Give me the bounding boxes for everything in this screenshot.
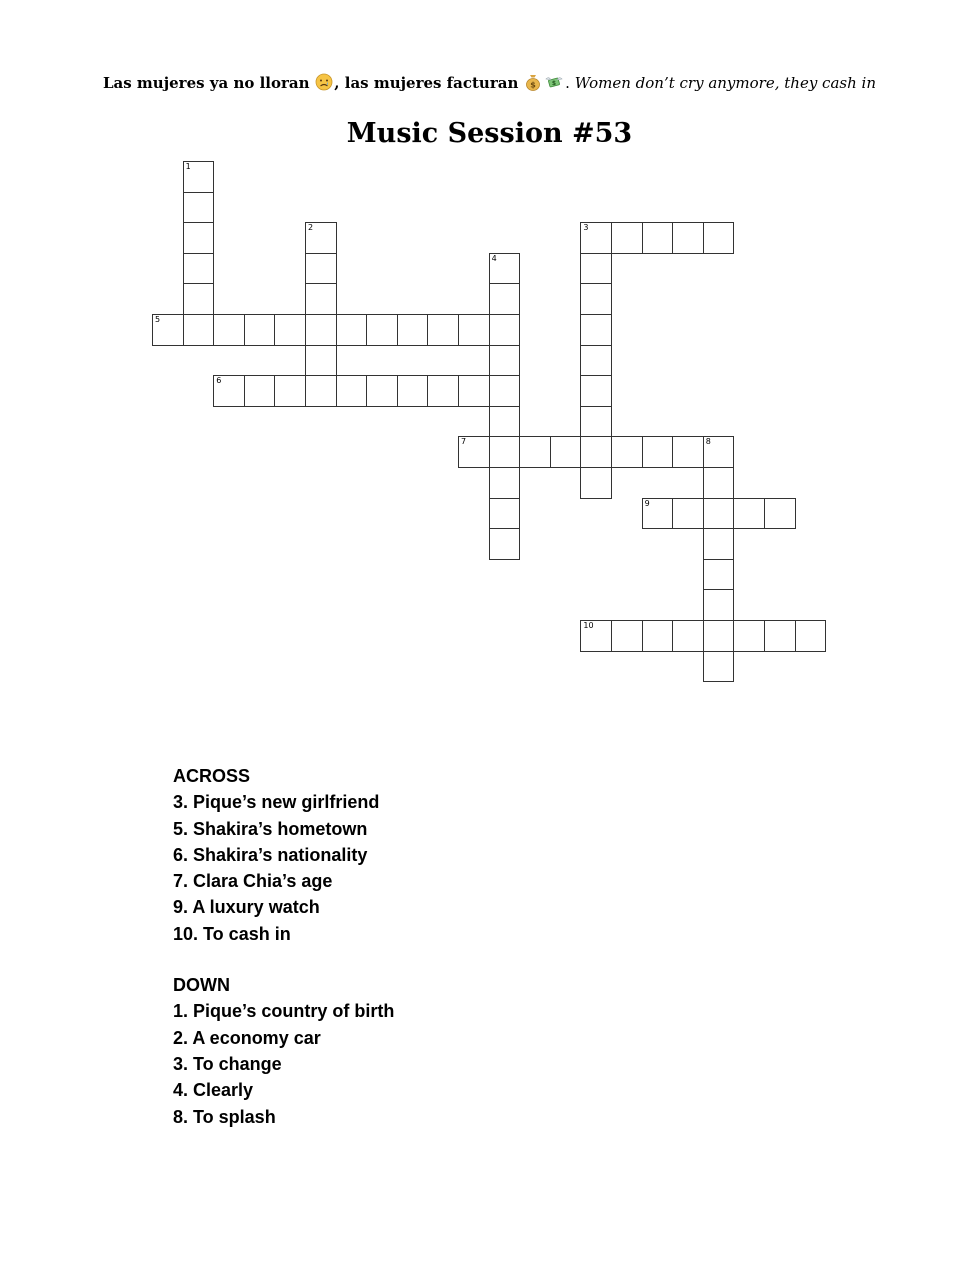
crossword-cell[interactable] — [183, 314, 215, 346]
crossword-cell[interactable] — [305, 314, 337, 346]
clue-item: 4. Clearly — [173, 1080, 254, 1101]
clue-item: 10. To cash in — [173, 923, 291, 944]
crossword-cell[interactable] — [183, 222, 215, 254]
crossword-cell[interactable] — [580, 620, 612, 652]
money-bag-icon — [524, 73, 542, 98]
crossword-cell[interactable] — [183, 253, 215, 285]
crossword-cell[interactable] — [703, 589, 735, 621]
crossword-cell[interactable] — [580, 436, 612, 468]
crossword-cell[interactable] — [611, 436, 643, 468]
money-with-wings-icon — [544, 73, 564, 98]
clue-number: 9 — [644, 498, 650, 508]
crossword-cell[interactable] — [427, 314, 459, 346]
clue-number: 8 — [705, 437, 711, 447]
header-separator: . — [565, 74, 570, 92]
crossword-cell[interactable] — [642, 436, 674, 468]
crossword-cell[interactable] — [213, 375, 245, 407]
crossword-cell[interactable] — [580, 222, 612, 254]
crossword-cell[interactable] — [336, 375, 368, 407]
clue-item: 6. Shakira’s nationality — [173, 844, 368, 865]
crossword-cell[interactable] — [489, 283, 521, 315]
crossword-cell[interactable] — [489, 498, 521, 530]
crossword-cell[interactable] — [703, 498, 735, 530]
crossword-cell[interactable] — [489, 314, 521, 346]
crossword-cell[interactable] — [519, 436, 551, 468]
crossword-grid — [152, 161, 827, 681]
header-spanish-part1: Las mujeres ya no lloran — [103, 74, 310, 92]
crossword-cell[interactable] — [305, 375, 337, 407]
crossword-cell[interactable] — [366, 375, 398, 407]
down-heading: DOWN — [173, 975, 230, 996]
crossword-cell[interactable] — [733, 498, 765, 530]
crossword-cell[interactable] — [642, 222, 674, 254]
crossword-cell[interactable] — [305, 283, 337, 315]
clue-item: 9. A luxury watch — [173, 897, 320, 918]
clue-number: 2 — [308, 223, 314, 233]
crossword-cell[interactable] — [672, 620, 704, 652]
crossword-cell[interactable] — [580, 406, 612, 438]
clue-item: 3. Pique’s new girlfriend — [173, 792, 380, 813]
crossword-cell[interactable] — [703, 467, 735, 499]
clue-number: 7 — [461, 437, 467, 447]
crossword-cell[interactable] — [305, 253, 337, 285]
crossword-cell[interactable] — [580, 375, 612, 407]
clue-item: 8. To splash — [173, 1106, 276, 1127]
svg-text:$: $ — [530, 80, 536, 90]
clue-item: 7. Clara Chia’s age — [173, 871, 333, 892]
crossword-cell[interactable] — [580, 467, 612, 499]
crossword-cell[interactable] — [580, 345, 612, 377]
header-line — [0, 71, 979, 98]
crossword-cell[interactable] — [244, 314, 276, 346]
crossword-cell[interactable] — [458, 436, 490, 468]
crossword-cell[interactable] — [703, 436, 735, 468]
header-english: Women don’t cry anymore, they cash in — [574, 74, 876, 92]
crossword-cell[interactable] — [703, 620, 735, 652]
crossword-cell[interactable] — [764, 498, 796, 530]
clue-item: 3. To change — [173, 1053, 282, 1074]
crossword-cell[interactable] — [336, 314, 368, 346]
clue-number: 6 — [216, 376, 222, 386]
crossword-cell[interactable] — [733, 620, 765, 652]
crying-face-icon — [315, 73, 333, 98]
clue-number: 1 — [185, 162, 191, 171]
crossword-cell[interactable] — [427, 375, 459, 407]
page-title: Music Session #53 — [346, 118, 633, 149]
crossword-cell[interactable] — [580, 283, 612, 315]
crossword-cell[interactable] — [580, 314, 612, 346]
crossword-cell[interactable] — [550, 436, 582, 468]
crossword-cell[interactable] — [274, 375, 306, 407]
crossword-cell[interactable] — [366, 314, 398, 346]
crossword-cell[interactable] — [764, 620, 796, 652]
crossword-cell[interactable] — [489, 528, 521, 560]
crossword-cell[interactable] — [642, 620, 674, 652]
across-clues — [173, 763, 673, 947]
crossword-cell[interactable] — [611, 222, 643, 254]
crossword-cell[interactable] — [642, 498, 674, 530]
svg-text:$: $ — [552, 80, 557, 87]
crossword-cell[interactable] — [672, 222, 704, 254]
clue-number: 5 — [155, 315, 161, 324]
crossword-cell[interactable] — [183, 161, 215, 193]
crossword-cell[interactable] — [611, 620, 643, 652]
crossword-cell[interactable] — [703, 559, 735, 591]
crossword-cell[interactable] — [795, 620, 827, 652]
crossword-cell[interactable] — [305, 345, 337, 377]
crossword-cell[interactable] — [489, 253, 521, 285]
crossword-cell[interactable] — [489, 375, 521, 407]
clue-number: 3 — [583, 223, 589, 233]
crossword-cell[interactable] — [489, 467, 521, 499]
crossword-cell[interactable] — [489, 436, 521, 468]
crossword-cell[interactable] — [458, 375, 490, 407]
crossword-cell[interactable] — [672, 498, 704, 530]
down-clues — [173, 972, 673, 1130]
clue-item: 2. A economy car — [173, 1027, 321, 1048]
crossword-cell[interactable] — [672, 436, 704, 468]
clues-section — [173, 763, 673, 1130]
crossword-cell[interactable] — [274, 314, 306, 346]
crossword-cell[interactable] — [703, 528, 735, 560]
clue-number: 10 — [583, 621, 594, 630]
crossword-cell[interactable] — [305, 222, 337, 254]
crossword-cell[interactable] — [397, 375, 429, 407]
crossword-cell[interactable] — [183, 283, 215, 315]
crossword-cell[interactable] — [703, 651, 735, 683]
header-spanish-part2: , las mujeres facturan — [334, 74, 519, 92]
crossword-cell[interactable] — [213, 314, 245, 346]
crossword-cell[interactable] — [397, 314, 429, 346]
clue-number: 4 — [491, 253, 497, 263]
crossword-cell[interactable] — [183, 192, 215, 224]
crossword-cell[interactable] — [489, 345, 521, 377]
clue-item: 1. Pique’s country of birth — [173, 1001, 395, 1022]
across-heading: ACROSS — [173, 766, 251, 786]
crossword-cell[interactable] — [244, 375, 276, 407]
crossword-cell[interactable] — [489, 406, 521, 438]
crossword-cell[interactable] — [703, 222, 735, 254]
crossword-cell[interactable] — [152, 314, 184, 346]
crossword-cell[interactable] — [580, 253, 612, 285]
crossword-cell[interactable] — [458, 314, 490, 346]
clue-item: 5. Shakira’s hometown — [173, 818, 368, 839]
